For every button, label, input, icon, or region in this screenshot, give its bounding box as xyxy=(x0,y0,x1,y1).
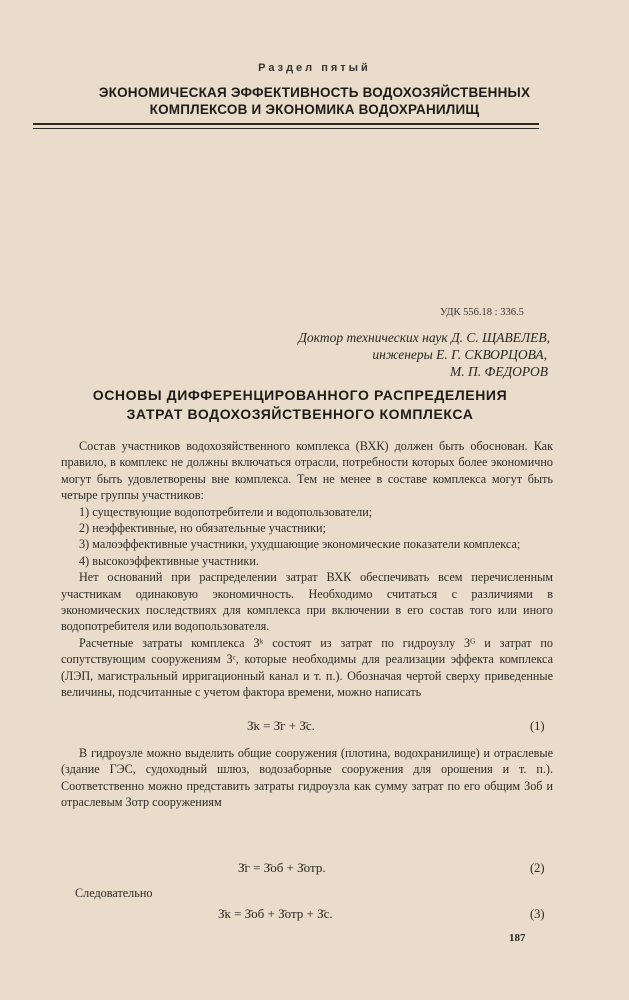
section-title-line-2: КОМПЛЕКСОВ И ЭКОНОМИКА ВОДОХРАНИЛИЩ xyxy=(149,102,480,117)
list-item: 1) существующие водопотребители и водопользователи; xyxy=(79,504,373,519)
paragraph-intro: Состав участников водохозяйственного комплекса (ВХК) должен быть обоснован. Как правило, в комплекс не должны включаться отрасли, потребности которых более экономично могут быть удовлетворены вне комплекса. Тем не менее в составе комплекса могут быть четыре группы участников: xyxy=(61,439,553,503)
section-title-line-1: ЭКОНОМИЧЕСКАЯ ЭФФЕКТИВНОСТЬ ВОДОХОЗЯЙСТВЕННЫХ xyxy=(98,85,531,100)
formula-1: З̄к = З̄г + З̄с. xyxy=(247,718,315,733)
paragraph-therefore: Следовательно xyxy=(75,886,153,900)
formula-2-number: (2) xyxy=(530,861,545,875)
article-body-continued xyxy=(61,745,553,811)
article-title-line-2: ЗАТРАТ ВОДОХОЗЯЙСТВЕННОГО КОМПЛЕКСА xyxy=(126,406,474,422)
list-item: 3) малоэффективные участники, ухудшающие экономические показатели комплекса; xyxy=(79,537,521,552)
article-body-therefore xyxy=(75,885,275,901)
list-item: 4) высокоэффективные участники. xyxy=(79,553,259,568)
section-title xyxy=(0,84,629,118)
formula-3: З̄к = З̄об + З̄отр + З̄с. xyxy=(218,906,333,921)
formula-2: З̄г = З̄об + З̄отр. xyxy=(238,860,326,875)
formula-3-number: (3) xyxy=(530,907,545,921)
article-body xyxy=(61,438,553,701)
author-line-1: Доктор технических наук Д. С. ЩАВЕЛЕВ, xyxy=(298,330,550,345)
author-line-3: М. П. ФЕДОРОВ xyxy=(449,364,548,379)
formula-1-number: (1) xyxy=(530,719,545,733)
header-rule-thick xyxy=(33,123,539,125)
header-rule-thin xyxy=(33,128,539,129)
paragraph-hydro: В гидроузле можно выделить общие сооружения (плотина, водохранилище) и отраслевые (здание ГЭС, судоходный шлюз, водозаборные сооружения для орошения и т. п.). Соответственно можно представить затраты гидроузла как сумму затрат по его общим Зоб и отраслевым Зотр сооружениям xyxy=(61,746,553,810)
author-line-2: инженеры Е. Г. СКВОРЦОВА, xyxy=(372,347,547,362)
author-block xyxy=(160,329,550,380)
page-number: 187 xyxy=(509,932,526,944)
paragraph-costs: Расчетные затраты комплекса Зᵏ состоят из затрат по гидроузлу Зᴳ и затрат по сопутствующим сооружениям Зᶜ, которые необходимы для реализации эффекта комплекса (ЛЭП, магистральный ирригационный канал и т. п.). Обозначая чертой сверху приведенные величины, подсчитанные с учетом фактора времени, можно написать xyxy=(61,635,553,700)
udk-code: УДК 556.18 : 336.5 xyxy=(440,307,524,318)
article-title-line-1: ОСНОВЫ ДИФФЕРЕНЦИРОВАННОГО РАСПРЕДЕЛЕНИЯ xyxy=(92,387,508,403)
section-label: Раздел пятый xyxy=(258,62,371,74)
article-title xyxy=(0,386,600,424)
list-item: 2) неэффективные, но обязательные участники; xyxy=(79,521,326,536)
paragraph-distribution: Нет оснований при распределении затрат ВХК обеспечивать всем перечисленным участникам одинаковую экономичность. Необходимо считаться с различиями в экономических последствиях для комплекса при включении в его состав того или иного водопотребителя или водопользователя. xyxy=(61,570,553,634)
